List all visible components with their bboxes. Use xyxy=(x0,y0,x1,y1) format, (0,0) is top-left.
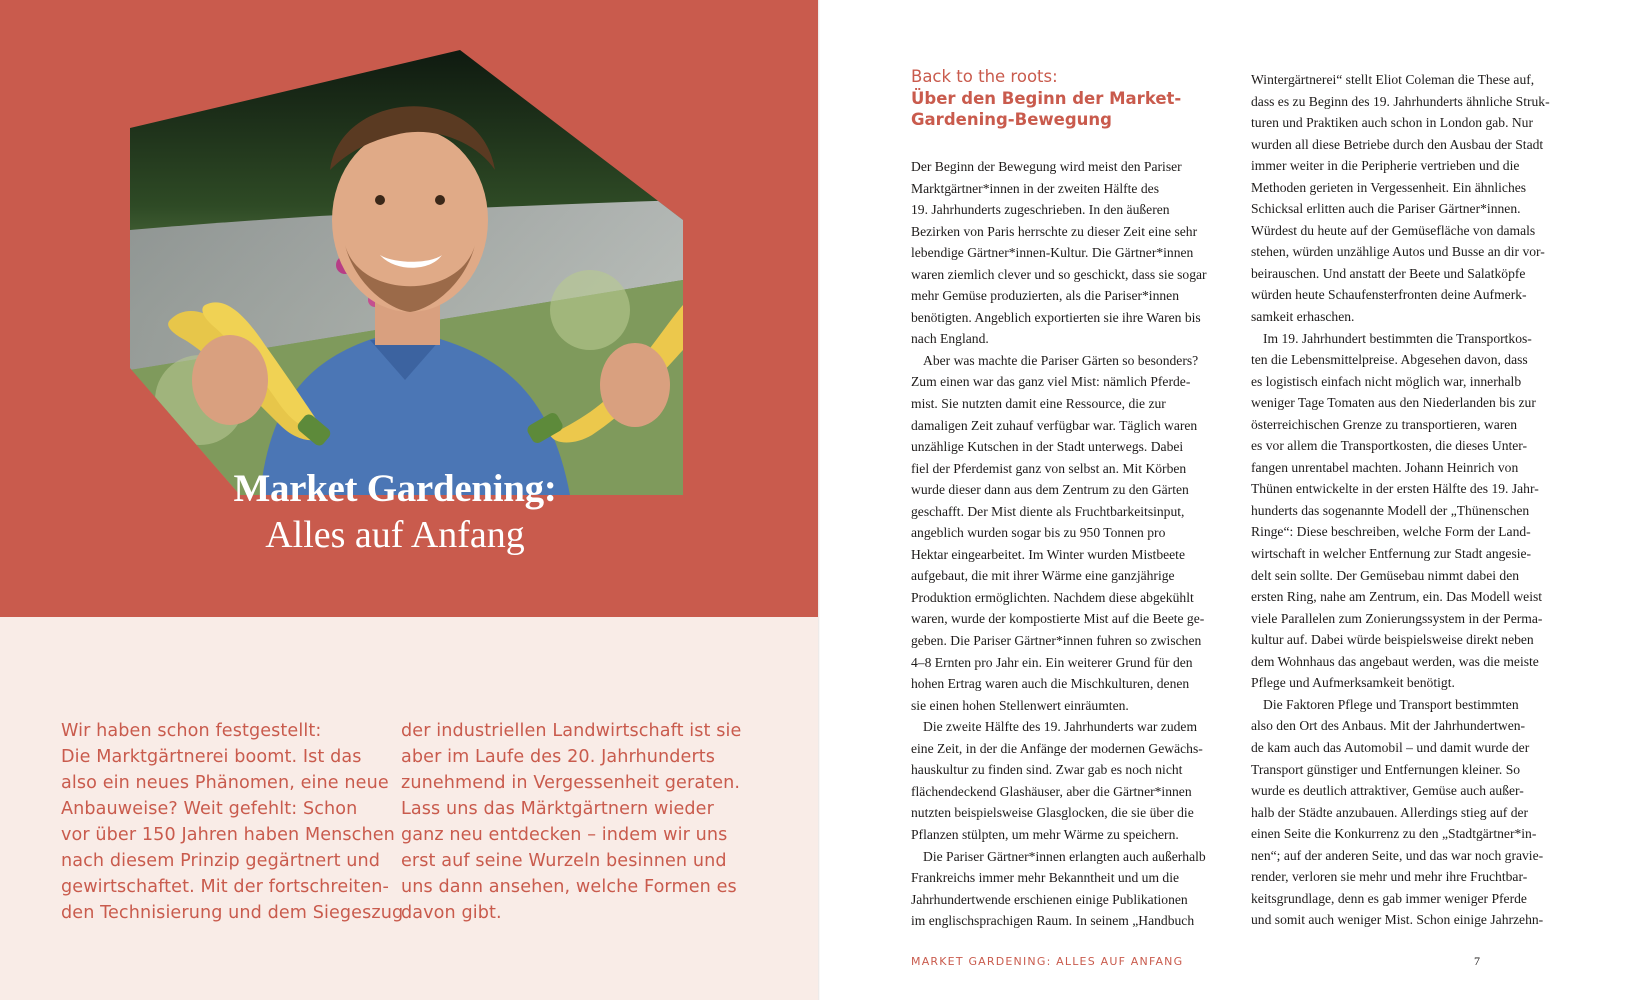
body-text-line: es vor allem die Transportkosten, die dieses Unter- xyxy=(1251,438,1528,454)
intro-line: uns dann ansehen, welche Formen es xyxy=(401,877,737,897)
body-text-line: österreichischen Grenze zu transportieren, waren xyxy=(1251,416,1518,432)
body-text-line: 4–8 Ernten pro Jahr ein. Ein weiterer Grund für den xyxy=(911,654,1193,670)
intro-line: Wir haben schon festgestellt: xyxy=(61,721,322,741)
intro-line: nach diesem Prinzip gegärtnert und xyxy=(61,851,381,871)
body-text-line: turen und Praktiken auch schon in London gab. Nur xyxy=(1251,115,1534,131)
body-text-line: also den Ort des Anbaus. Mit der Jahrhundertwen- xyxy=(1251,718,1526,734)
body-text-line: wirtschaft in welcher Entfernung zur Stadt angesie- xyxy=(1251,546,1532,562)
body-text-line: einen Seite die Konkurrenz zu den „Stadtgärtner*in- xyxy=(1251,826,1537,842)
section-heading xyxy=(911,66,1181,130)
body-text-line: hunderts das sogenannte Modell der „Thünenschen xyxy=(1251,502,1530,518)
body-text-line: Pflege und Aufmerksamkeit benötigt. xyxy=(1251,675,1455,691)
body-text-line: Die zweite Hälfte des 19. Jahrhunderts war zudem xyxy=(923,719,1198,735)
body-text-line: sie einen hohen Stellenwert einräumten. xyxy=(911,697,1129,713)
body-text-line: Aber was machte die Pariser Gärten so besonders? xyxy=(923,352,1199,368)
page-number: 7 xyxy=(1474,954,1480,968)
intro-line: zunehmend in Vergessenheit geraten. xyxy=(401,773,741,793)
body-text-line: waren ziemlich clever und so geschickt, dass sie sogar xyxy=(911,266,1207,282)
body-text-line: Im 19. Jahrhundert bestimmten die Transportkos- xyxy=(1263,330,1532,346)
body-text-line: Die Pariser Gärtner*innen erlangten auch außerhalb xyxy=(923,848,1206,864)
body-text-line: ersten Ring, nahe am Zentrum, ein. Das Modell weist xyxy=(1251,589,1543,605)
body-text-line: dass es zu Beginn des 19. Jahrhunderts ähnliche Struk- xyxy=(1251,93,1550,109)
body-text-line: mehr Gemüse produzierten, als die Pariser*innen xyxy=(911,288,1180,304)
body-text-line: lebendige Gärtner*innen-Kultur. Die Gärtner*innen xyxy=(911,245,1194,261)
chapter-title-line2: Alles auf Anfang xyxy=(265,514,525,556)
body-text-line: stehen, würden unzählige Autos und Busse an dir vor- xyxy=(1251,244,1545,260)
body-text-line: Schicksal erlitten auch die Pariser Gärtner*innen. xyxy=(1251,201,1521,217)
body-text-line: und somit auch weniger Mist. Schon einige Jahrzehn- xyxy=(1251,912,1544,928)
body-text-line: damaligen Zeit zuhauf verfügbar war. Täglich waren xyxy=(911,417,1198,433)
body-column-1 xyxy=(911,156,1207,932)
body-text-line: viele Parallelen zum Zonierungssystem in der Perma- xyxy=(1251,610,1543,626)
body-text-line: Die Faktoren Pflege und Transport bestimmten xyxy=(1263,696,1519,712)
body-text-line: render, verloren sie mehr und mehr ihre Fruchtbar- xyxy=(1251,869,1528,885)
intro-line: Die Marktgärtnerei boomt. Ist das xyxy=(61,747,362,767)
intro-column-right xyxy=(401,718,741,926)
body-text-line: delt sein sollte. Der Gemüsebau nimmt dabei den xyxy=(1251,567,1520,583)
body-text-line: nen“; auf der anderen Seite, und das war noch gravie- xyxy=(1251,847,1544,863)
body-text-line: Frankreichs immer mehr Bekanntheit und um die xyxy=(911,870,1180,886)
body-column-2 xyxy=(1251,69,1550,931)
body-text-line: Methoden gerieten in Vergessenheit. Ein ähnliches xyxy=(1251,179,1527,195)
body-text-line: flächendeckend Glashäuser, aber die Gärtner*innen xyxy=(911,783,1192,799)
intro-line: Anbauweise? Weit gefehlt: Schon xyxy=(61,799,358,819)
body-text-line: fangen unrentabel machten. Johann Heinrich von xyxy=(1251,459,1519,475)
body-text-line: es logistisch einfach nicht möglich war, innerhalb xyxy=(1251,373,1522,389)
body-text-line: Produktion ermöglichten. Nachdem diese abgekühlt xyxy=(911,589,1194,605)
body-text-line: kultur auf. Dabei würde beispielsweise direkt neben xyxy=(1251,632,1534,648)
body-text-line: Würdest du heute auf der Gemüsefläche von damals xyxy=(1251,222,1536,238)
body-text-line: Bezirken von Paris herrschte zu dieser Zeit eine sehr xyxy=(911,223,1198,239)
body-text-line: 19. Jahrhunderts zugeschrieben. In den äußeren xyxy=(911,202,1170,218)
intro-line: aber im Laufe des 20. Jahrhunderts xyxy=(401,747,716,767)
body-text-line: hohen Ertrag waren auch die Mischkulturen, denen xyxy=(911,676,1190,692)
body-text-line: Wintergärtnerei“ stellt Eliot Coleman die These auf, xyxy=(1251,72,1535,87)
page-gutter xyxy=(818,0,820,1000)
body-text-line: unzählige Kutschen in der Stadt unterwegs. Dabei xyxy=(911,439,1184,455)
gardener-photo xyxy=(130,50,683,495)
body-text-line: dem Wohnhaus das angebaut werden, was die meiste xyxy=(1251,653,1539,669)
body-text-line: im englischsprachigen Raum. In seinem „Handbuch xyxy=(911,913,1195,929)
intro-line: erst auf seine Wurzeln besinnen und xyxy=(401,851,727,871)
body-text-line: Pflanzen stülpten, um mehr Wärme zu speichern. xyxy=(911,826,1179,842)
body-text-line: de kam auch das Automobil – und damit wurde der xyxy=(1251,739,1530,755)
body-text-line: Thünen entwickelte in der ersten Hälfte des 19. Jahr- xyxy=(1251,481,1539,497)
body-text-line: hauskultur zu finden sind. Zwar gab es noch nicht xyxy=(911,762,1183,778)
intro-line: vor über 150 Jahren haben Menschen xyxy=(61,825,395,845)
body-text-line: keitsgrundlage, denn es gab immer weniger Pferde xyxy=(1251,890,1527,906)
body-text-line: weniger Tage Tomaten aus den Niederlanden bis zur xyxy=(1251,395,1536,411)
body-text-line: waren, wurde der kompostierte Mist auf die Beete ge- xyxy=(911,611,1205,627)
body-text-line: Marktgärtner*innen in der zweiten Hälfte des xyxy=(911,180,1159,196)
intro-line: gewirtschaftet. Mit der fortschreiten- xyxy=(61,877,389,897)
body-text-line: wurden all diese Betriebe durch den Ausbau der Stadt xyxy=(1251,136,1544,152)
intro-line: davon gibt. xyxy=(401,903,502,923)
section-title: Über den Beginn der Market- Gardening-Bewegung xyxy=(911,89,1182,129)
body-text-line: Transport günstiger und Entfernungen kleiner. So xyxy=(1251,761,1521,777)
body-text-line: aufgebaut, die mit ihrer Wärme eine ganzjährige xyxy=(911,568,1175,584)
body-text-line: Zum einen war das ganz viel Mist: nämlich Pferde- xyxy=(911,374,1191,390)
intro-line: also ein neues Phänomen, eine neue xyxy=(61,773,389,793)
body-text-line: Ringe“: Diese beschreiben, welche Form der Land- xyxy=(1251,524,1531,540)
body-text-line: nutzten beispielsweise Glasglocken, die sie über die xyxy=(911,805,1194,821)
body-text-line: würden heute Schaufensterfronten deine Aufmerk- xyxy=(1251,287,1527,303)
body-text-line: angeblich wurden sogar bis zu 950 Tonnen pro xyxy=(911,525,1166,541)
body-text-line: immer weiter in die Peripherie vertrieben und die xyxy=(1251,158,1520,174)
body-text-line: benötigten. Angeblich exportierten sie ihre Waren bis xyxy=(911,309,1201,325)
body-text-line: wurde es deutlich attraktiver, Gemüse auch außer- xyxy=(1251,783,1524,799)
section-kicker: Back to the roots: xyxy=(911,67,1058,86)
body-text-line: eine Zeit, in der die Anfänge der modernen Gewächs- xyxy=(911,740,1203,756)
body-text-line: halb der Städte anzubauen. Allerdings stieg auf der xyxy=(1251,804,1529,820)
intro-column-left xyxy=(61,718,403,926)
body-text-line: samkeit erhaschen. xyxy=(1251,309,1355,325)
body-text-line: Jahrhundertwende erschienen einige Publikationen xyxy=(911,891,1188,907)
body-text-line: Der Beginn der Bewegung wird meist den Pariser xyxy=(911,159,1182,174)
body-text-line: geben. Die Pariser Gärtner*innen fuhren so zwischen xyxy=(911,633,1202,649)
body-text-line: beirauschen. Und anstatt der Beete und Salatköpfe xyxy=(1251,265,1526,281)
body-text-line: geschafft. Der Mist diente als Fruchtbarkeitsinput, xyxy=(911,503,1185,519)
intro-line: ganz neu entdecken – indem wir uns xyxy=(401,825,728,845)
body-text-line: ten die Lebensmittelpreise. Abgesehen davon, dass xyxy=(1251,352,1528,368)
chapter-title xyxy=(140,466,650,558)
intro-line: Lass uns das Märktgärtnern wieder xyxy=(401,799,714,819)
intro-line: den Technisierung und dem Siegeszug xyxy=(61,903,404,923)
chapter-title-line1: Market Gardening: xyxy=(233,467,557,510)
running-head: MARKET GARDENING: ALLES AUF ANFANG xyxy=(911,955,1184,968)
body-text-line: nach England. xyxy=(911,331,989,347)
body-text-line: Hektar eingearbeitet. Im Winter wurden Mistbeete xyxy=(911,546,1185,562)
intro-line: der industriellen Landwirtschaft ist sie xyxy=(401,721,742,741)
body-text-line: wurde dieser dann aus dem Zentrum zu den Gärten xyxy=(911,482,1189,498)
body-text-line: fiel der Pferdemist ganz von selbst an. Mit Körben xyxy=(911,460,1187,476)
body-text-line: mist. Sie nutzten damit eine Ressource, die zur xyxy=(911,396,1166,412)
